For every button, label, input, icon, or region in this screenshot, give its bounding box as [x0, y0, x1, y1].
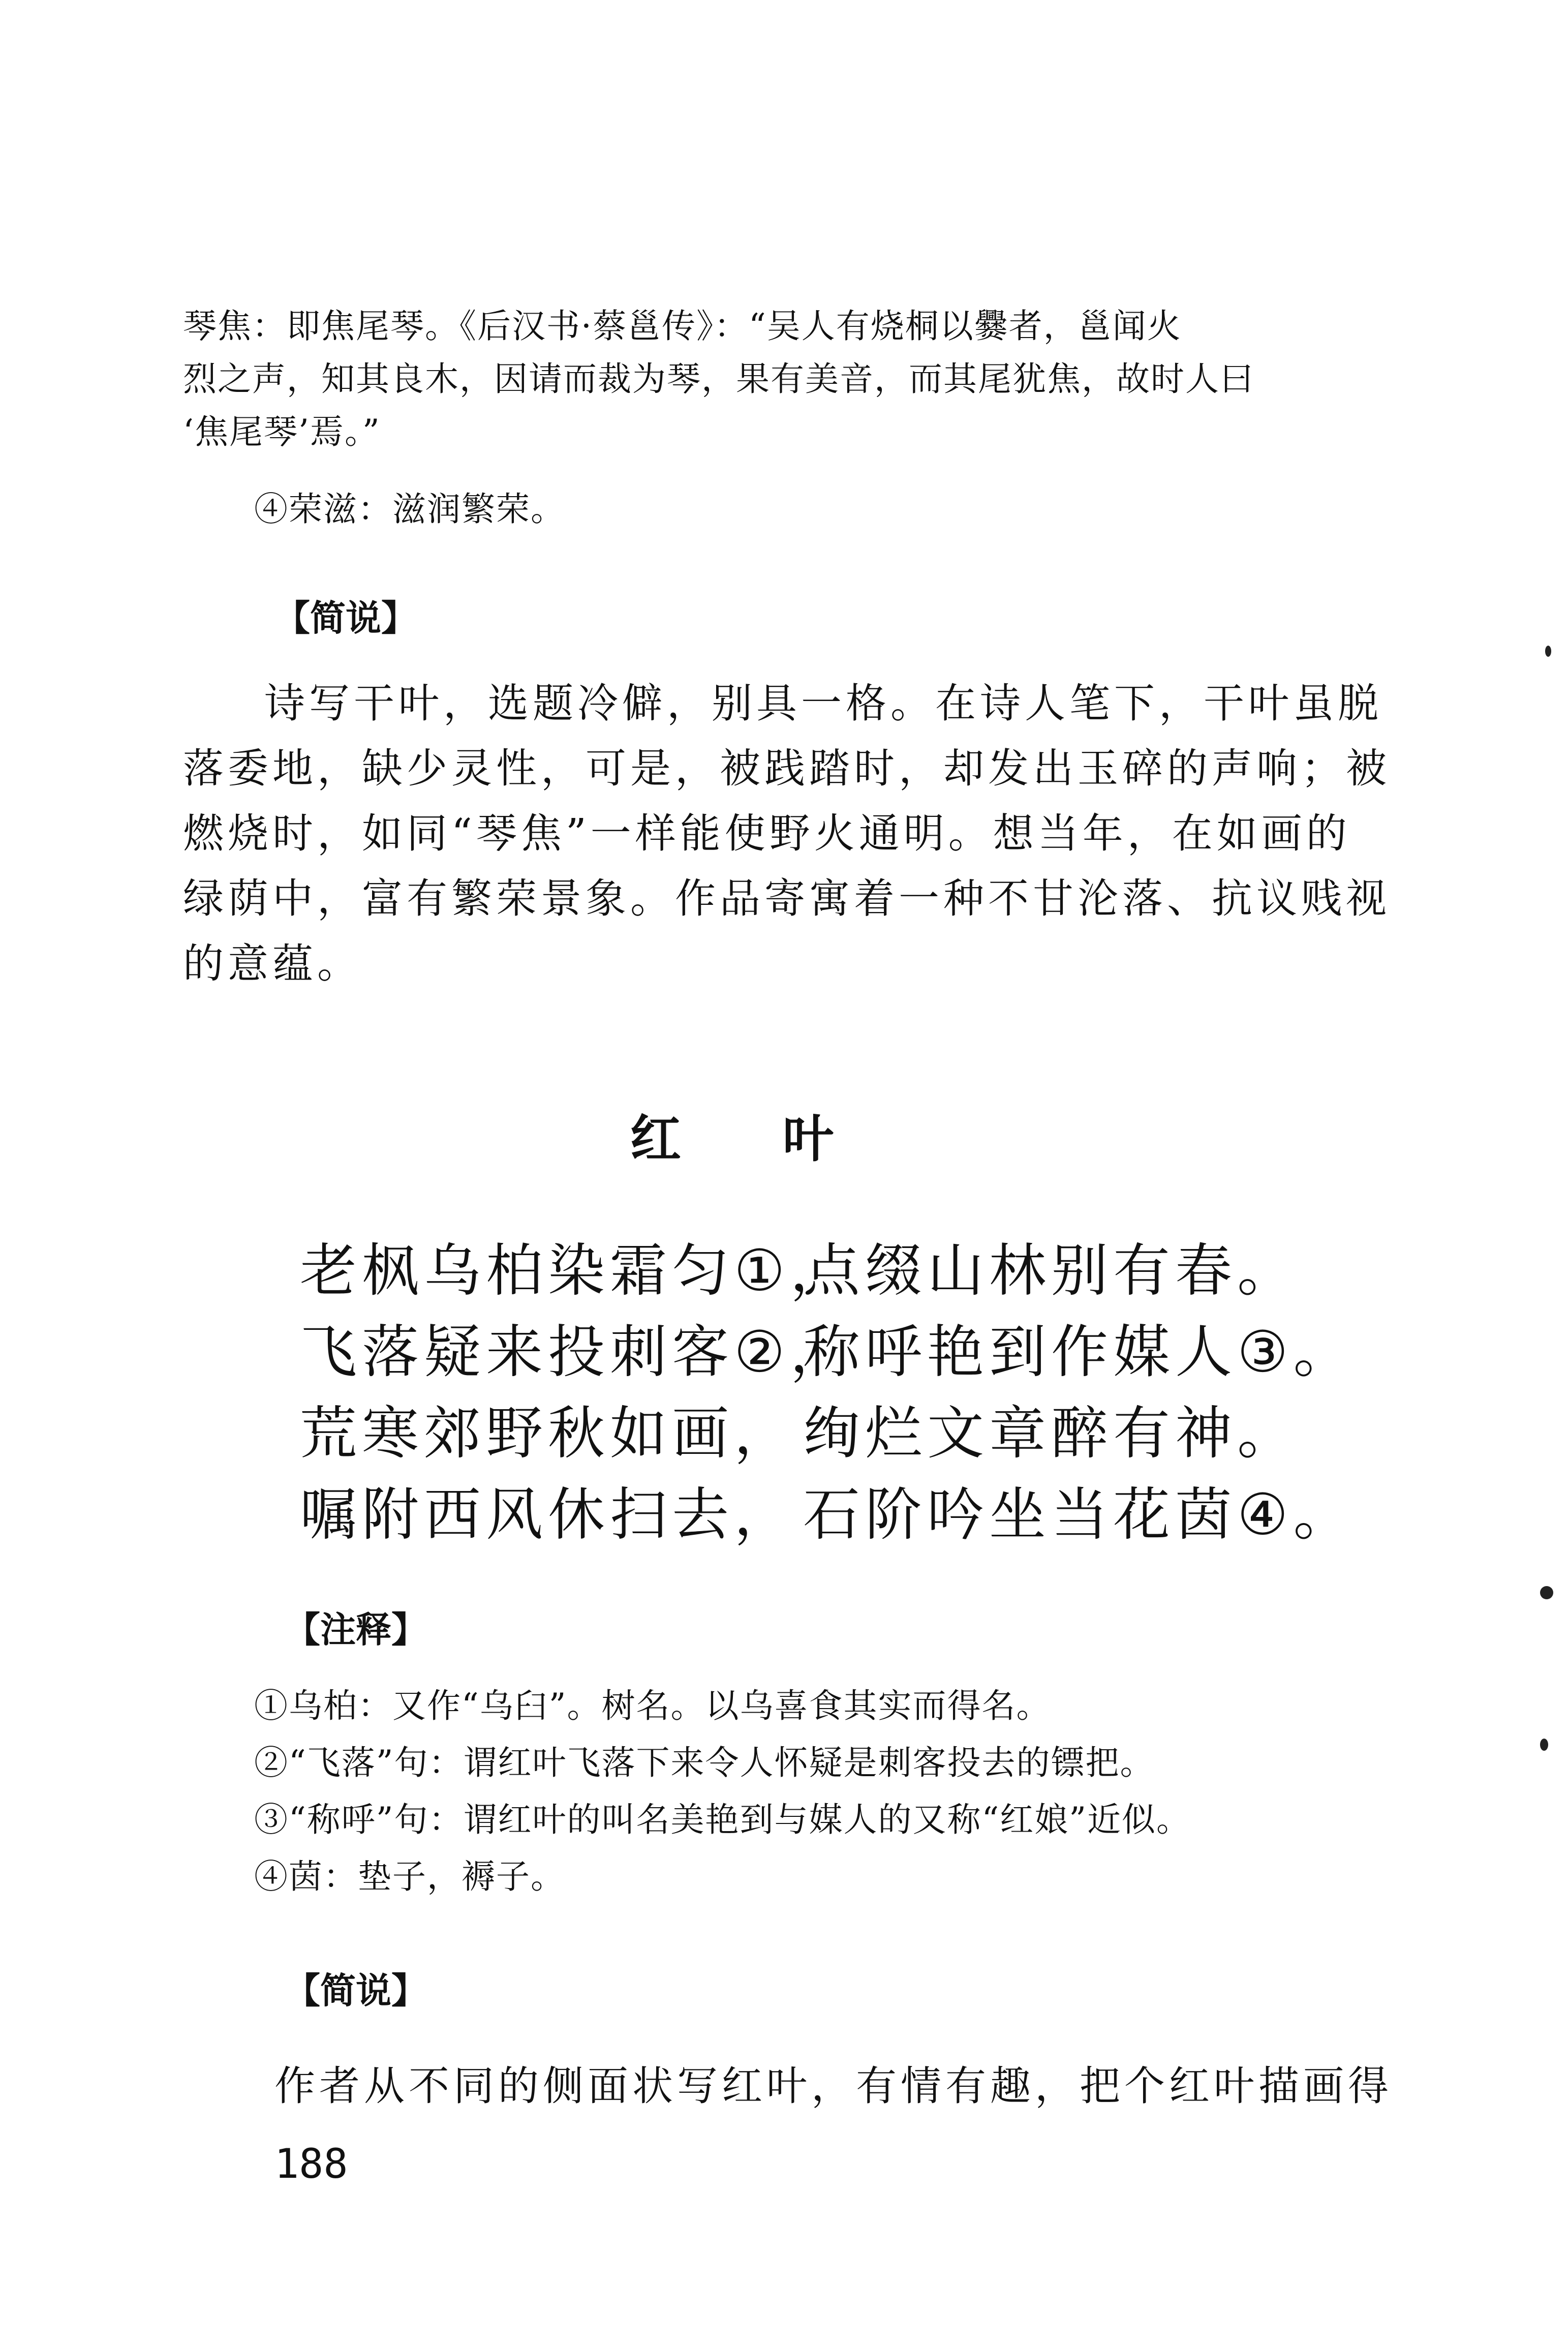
- comment-line: 作者从不同的侧面状写红叶，有情有趣，把个红叶描画得: [274, 2062, 1393, 2110]
- prev-note-3: [183, 300, 1393, 459]
- poem-line-left: 飞落疑来投刺客②，: [300, 1319, 852, 1385]
- page-number: 188: [274, 2140, 348, 2187]
- prev-comment-line: 落委地，缺少灵性，可是，被践踏时，却发出玉碎的声响；被: [183, 745, 1391, 792]
- note-item: ④茵：垫子，褥子。: [254, 1857, 565, 1896]
- comment-heading: 【简说】: [285, 1970, 427, 2012]
- poem-line-right: 称呼艳到作媒人③。: [803, 1319, 1356, 1385]
- prev-comment-line: 诗写干叶，选题冷僻，别具一格。在诗人笔下，干叶虽脱: [264, 680, 1382, 727]
- prev-note-4: ④荣滋：滋润繁荣。: [254, 490, 565, 529]
- poem-line-right: 石阶吟坐当花茵④。: [803, 1482, 1356, 1548]
- poem-line-right: 点缀山林别有春。: [803, 1238, 1299, 1304]
- poem-line-left: 嘱附西风休扫去，: [300, 1482, 796, 1548]
- poem-line-left: 荒寒郊野秋如画，: [300, 1401, 796, 1467]
- note-item: ①乌柏：又作“乌臼”。树名。以乌喜食其实而得名。: [254, 1686, 1051, 1725]
- prev-comment-body: [183, 671, 1393, 996]
- notes-heading: 【注释】: [285, 1609, 427, 1651]
- prev-comment-heading: 【简说】: [274, 597, 417, 639]
- prev-note-3-line: 烈之声，知其良木，因请而裁为琴，果有美音，而其尾犹焦，故时人曰: [183, 359, 1254, 399]
- prev-note-3-line: ‘焦尾琴’焉。”: [183, 412, 381, 451]
- prev-note-3-line: 琴焦：即焦尾琴。《后汉书·蔡邕传》：“吴人有烧桐以爨者，邕闻火: [183, 307, 1182, 346]
- poem-title: 红 叶: [630, 1109, 834, 1169]
- scan-speck: [1540, 1739, 1548, 1751]
- scan-speck: [1545, 646, 1551, 657]
- note-item: ③“称呼”句：谓红叶的叫名美艳到与媒人的又称“红娘”近似。: [254, 1800, 1191, 1839]
- prev-comment-line: 绿荫中，富有繁荣景象。作品寄寓着一种不甘沦落、抗议贱视: [183, 875, 1391, 922]
- prev-comment-line: 的意蕴。: [183, 940, 362, 987]
- scan-speck: [1540, 1586, 1553, 1599]
- prev-comment-line: 燃烧时，如同“琴焦”一样能使野火通明。想当年，在如画的: [183, 810, 1351, 857]
- poem-line-left: 老枫乌柏染霜匀①，: [300, 1238, 852, 1304]
- poem-line-right: 绚烂文章醉有神。: [803, 1401, 1299, 1467]
- notes-list: [254, 1678, 1393, 1905]
- note-item: ②“飞落”句：谓红叶飞落下来令人怀疑是刺客投去的镖把。: [254, 1743, 1155, 1782]
